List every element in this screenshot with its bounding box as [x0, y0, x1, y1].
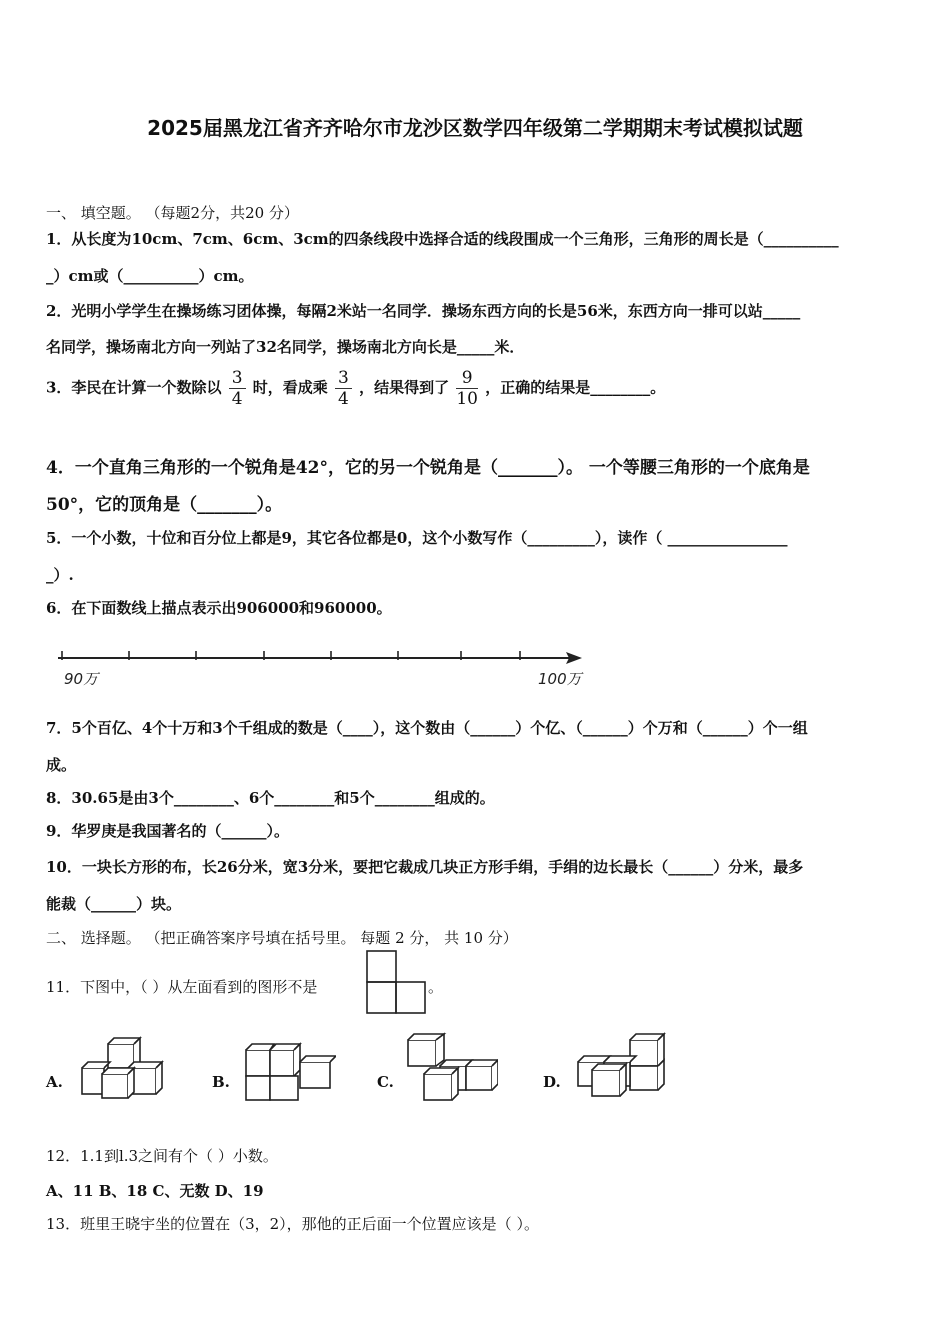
question-5-line2: _）. — [46, 566, 74, 584]
question-7-line2: 成。 — [46, 756, 77, 774]
option-d-label: D. — [543, 1073, 561, 1091]
question-10-line1: 10．一块长方形的布，长26分米，宽3分米，要把它裁成几块正方形手绢，手绢的边长最长（______）分米，最多 — [46, 858, 804, 876]
option-c-label: C. — [377, 1073, 394, 1091]
question-13: 13．班里王晓宇坐的位置在（3，2），那他的正后面一个位置应该是（ ）。 — [46, 1215, 539, 1233]
question-4-line1: 4．一个直角三角形的一个锐角是42°，它的另一个锐角是（_______）。 一个等腰三角形的一个底角是 — [46, 458, 810, 478]
fraction-9-10: $\frac{9}{10}$ — [456, 368, 478, 409]
question-3 — [46, 368, 665, 409]
fraction-3-4-a: $\frac{3}{4}$ — [229, 368, 246, 409]
number-line-left-label: 90万 — [64, 670, 99, 688]
fraction-3-4-b: $\frac{3}{4}$ — [335, 368, 352, 409]
option-b-figure — [244, 1040, 336, 1102]
page-title: 2025届黑龙江省齐齐哈尔市龙沙区数学四年级第二学期期末考试模拟试题 — [147, 116, 803, 140]
option-d-figure — [576, 1032, 668, 1098]
question-12: 12．1.1到l.3之间有个（ ）小数。 — [46, 1147, 278, 1165]
question-2-line2: 名同学，操场南北方向一列站了32名同学，操场南北方向长是_____米． — [46, 338, 525, 356]
question-5-line1: 5．一个小数，十位和百分位上都是9，其它各位都是0，这个小数写作（_________），读作（ ________________ — [46, 529, 788, 547]
question-7-line1: 7．5个百亿、4个十万和3个千组成的数是（____），这个数由（______）个亿、（______）个万和（______）个一组 — [46, 719, 808, 737]
question-11-text: 11．下图中，（ ）从左面看到的图形不是 — [46, 978, 318, 996]
left-view-shape — [366, 950, 428, 1014]
q3-text-3: ，结果得到了 — [359, 378, 450, 397]
question-1-line2: _）cm或（__________）cm。 — [46, 267, 254, 285]
question-2-line1: 2．光明小学学生在操场练习团体操，每隔2米站一名同学．操场东西方向的长是56米，东西方向一排可以站_____ — [46, 302, 801, 320]
number-line-right-label: 100万 — [538, 670, 582, 688]
q3-text-4: ，正确的结果是________。 — [485, 378, 666, 397]
question-6: 6．在下面数线上描点表示出906000和960000。 — [46, 599, 392, 617]
number-line — [50, 642, 600, 694]
option-c-figure — [404, 1032, 498, 1102]
question-11-end: 。 — [428, 978, 444, 996]
question-10-line2: 能裁（______）块。 — [46, 895, 182, 913]
section2-header: 二、 选择题。 （把正确答案序号填在括号里。 每题 2 分， 共 10 分） — [46, 929, 518, 947]
question-1-line1: 1．从长度为10cm、7cm、6cm、3cm的四条线段中选择合适的线段围成一个三角形，三角形的周长是（__________ — [46, 230, 839, 248]
q3-text-2: 时，看成乘 — [252, 378, 328, 397]
q3-text-1: 3．李民在计算一个数除以 — [46, 378, 222, 397]
option-b-label: B. — [212, 1073, 230, 1091]
question-12-options: A、11 B、18 C、无数 D、19 — [46, 1182, 264, 1200]
section1-header: 一、 填空题。 （每题2分，共20 分） — [46, 204, 299, 222]
question-9: 9．华罗庚是我国著名的（______）。 — [46, 822, 289, 840]
option-a-label: A. — [46, 1073, 63, 1091]
question-8: 8．30.65是由3个________、6个________和5个________组成的。 — [46, 789, 495, 807]
option-a-figure — [80, 1036, 170, 1102]
question-4-line2: 50°，它的顶角是（_______）。 — [46, 495, 283, 515]
